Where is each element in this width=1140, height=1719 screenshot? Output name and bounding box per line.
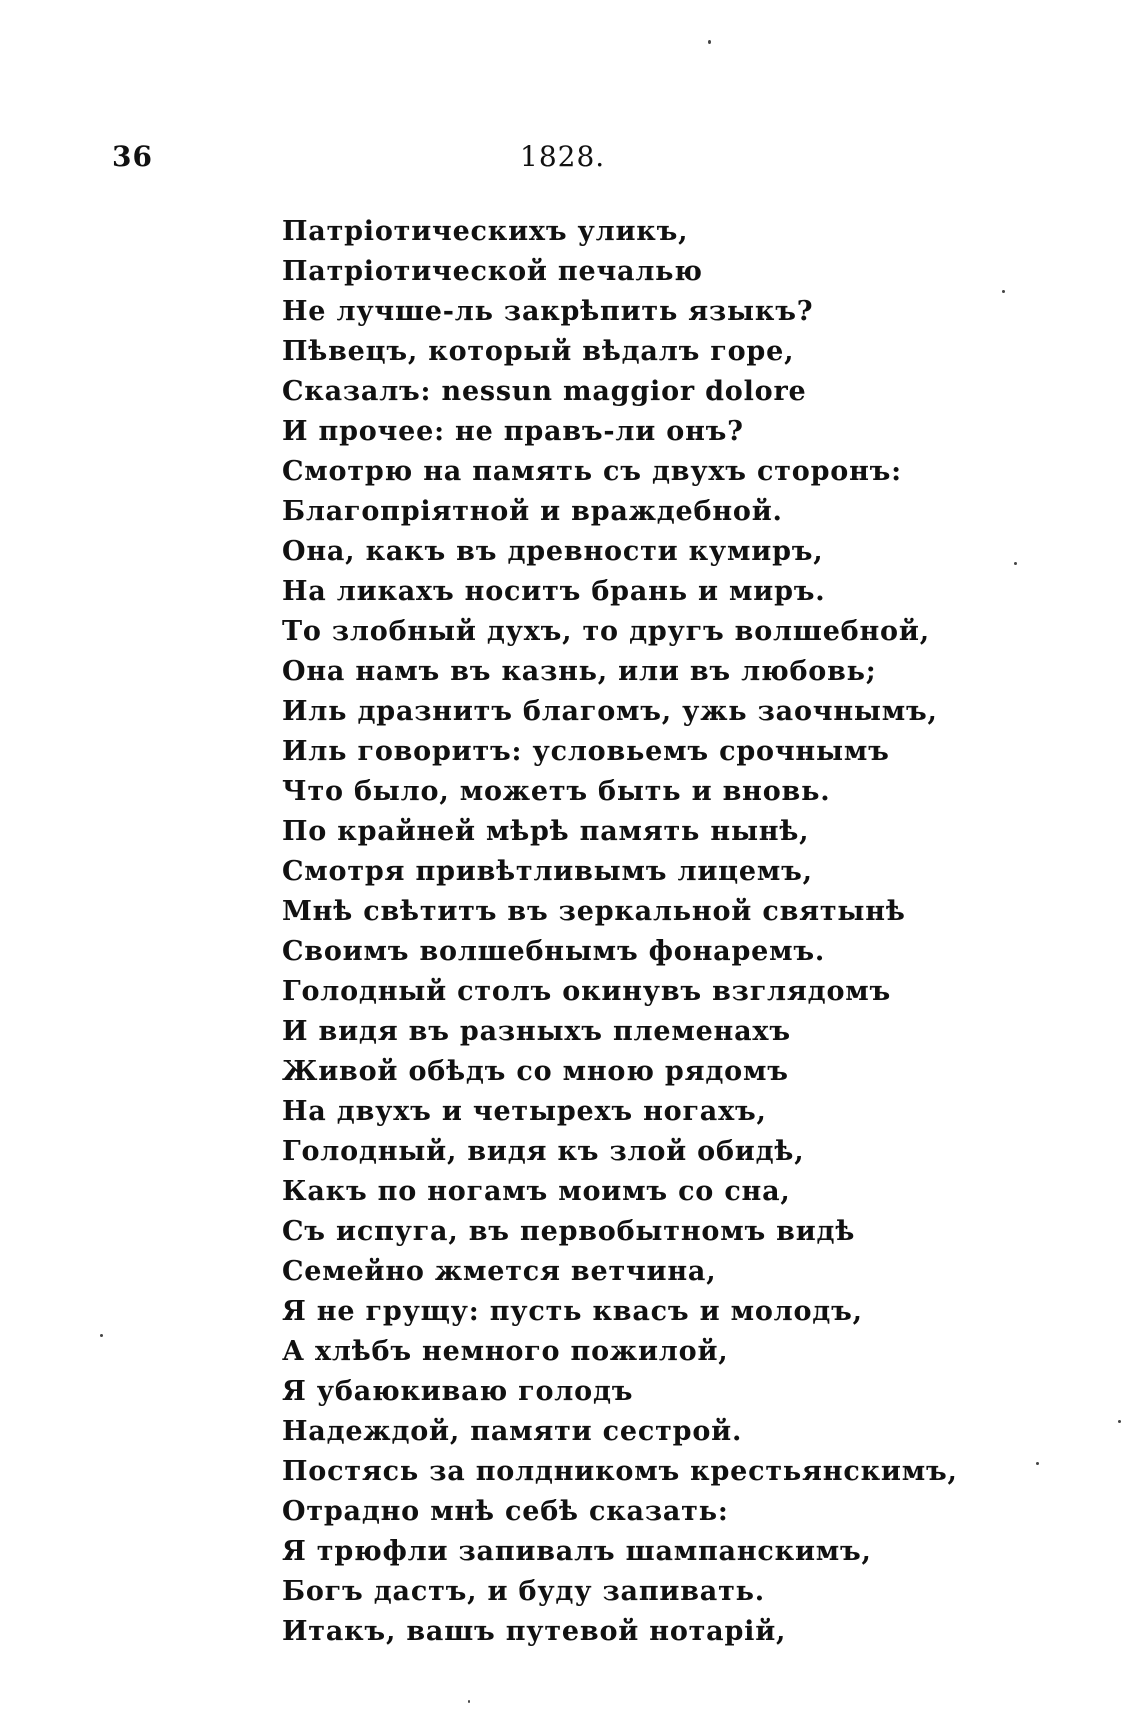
page-header [0,140,1140,180]
poem-line: Иль дразнитъ благомъ, ужь заочнымъ, [282,696,938,727]
poem-line: Она намъ въ казнь, или въ любовь; [282,656,877,687]
poem-line: Какъ по ногамъ моимъ со сна, [282,1176,791,1207]
poem-line: Сказалъ: nessun maggior dolore [282,376,807,407]
poem-line: Патріотическихъ уликъ, [282,216,689,247]
poem-line: Семейно жмется ветчина, [282,1256,717,1287]
poem-line: Я трюфли запивалъ шампанскимъ, [282,1536,872,1567]
poem-line: Патріотической печалью [282,256,703,287]
poem-line: Богъ дастъ, и буду запивать. [282,1576,765,1607]
poem-line: Иль говоритъ: условьемъ срочнымъ [282,736,890,767]
page-number: 36 [112,140,153,173]
poem-line: И видя въ разныхъ племенахъ [282,1016,791,1047]
poem-line: Живой обѣдъ со мною рядомъ [282,1056,789,1087]
poem-line: И прочее: не правъ-ли онъ? [282,416,744,447]
poem-line: Голодный столъ окинувъ взглядомъ [282,976,892,1007]
scan-speck [468,1700,470,1703]
scan-speck [100,1334,103,1337]
poem-line: Я не грущу: пусть квасъ и молодъ, [282,1296,863,1327]
poem-line: Смотря привѣтливымъ лицемъ, [282,856,813,887]
scan-speck [1036,1462,1039,1465]
poem-line: Что было, можетъ быть и вновь. [282,776,831,807]
poem-line: По крайней мѣрѣ память нынѣ, [282,816,810,847]
poem-line: Пѣвецъ, который вѣдалъ горе, [282,336,795,367]
poem-line: Она, какъ въ древности кумиръ, [282,536,824,567]
poem-line: А хлѣбъ немного пожилой, [282,1336,729,1367]
poem-line: Съ испуга, въ первобытномъ видѣ [282,1216,856,1247]
poem-line: Голодный, видя къ злой обидѣ, [282,1136,805,1167]
poem-line: Отрадно мнѣ себѣ сказать: [282,1496,729,1527]
poem-line: Мнѣ свѣтитъ въ зеркальной святынѣ [282,896,906,927]
scan-speck [1118,1420,1121,1423]
poem-line: Надеждой, памяти сестрой. [282,1416,743,1447]
scan-speck [1014,562,1017,565]
poem-line: Итакъ, вашъ путевой нотарій, [282,1616,787,1647]
poem-line: Смотрю на память съ двухъ сторонъ: [282,456,902,487]
poem-line: На ликахъ носитъ брань и миръ. [282,576,826,607]
scan-speck [708,40,711,44]
poem-line: Благопріятной и враждебной. [282,496,783,527]
scan-speck [1002,290,1005,293]
poem-line: Не лучше-ль закрѣпить языкъ? [282,296,814,327]
poem-line: То злобный духъ, то другъ волшебной, [282,616,930,647]
poem-text [282,212,1082,1652]
poem-line: Своимъ волшебнымъ фонаремъ. [282,936,826,967]
poem-line: Я убаюкиваю голодъ [282,1376,634,1407]
poem-line: Постясь за полдникомъ крестьянскимъ, [282,1456,958,1487]
poem-line: На двухъ и четырехъ ногахъ, [282,1096,767,1127]
running-head-year: 1828. [520,140,606,173]
